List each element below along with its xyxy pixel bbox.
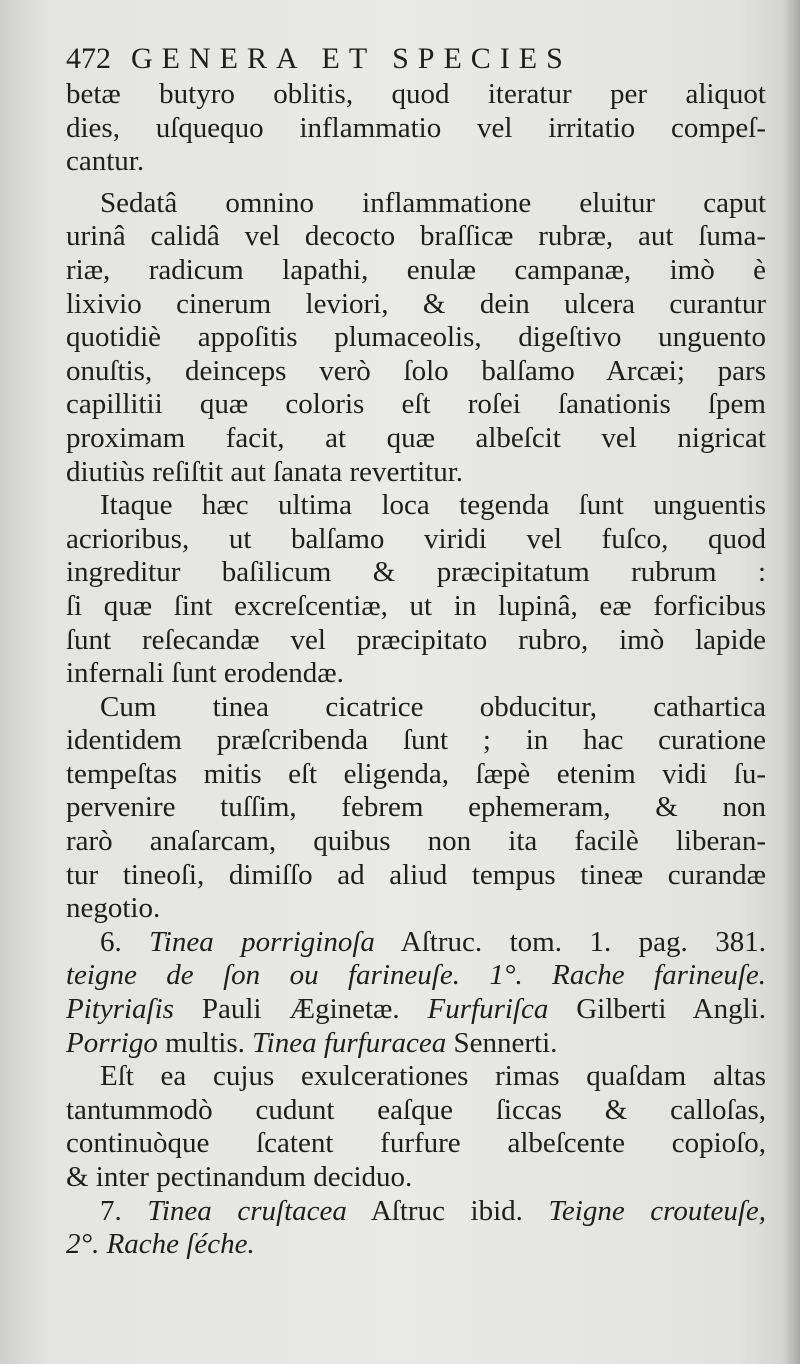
- entry-6-heading: [66, 926, 766, 960]
- text-line: dies, uſquequo inflammatio vel irritatio compeſ-: [66, 111, 766, 144]
- page-text: [66, 42, 766, 1262]
- text-line: tempeſtas mitis eſt eligenda, ſæpè etenim vidi ſu-: [66, 757, 766, 790]
- text-line: negotio.: [66, 892, 161, 925]
- page-header: [66, 42, 766, 76]
- text-line: & inter pectinandum deciduo.: [66, 1161, 413, 1193]
- paragraph-start: Itaque hæc ultima loca tegenda ſunt unguentis: [100, 489, 766, 522]
- entry-7-number: 7.: [100, 1194, 122, 1227]
- text-line: continuòque ſcatent furfure albeſcente copioſo,: [66, 1127, 766, 1160]
- entry-6-number: 6.: [100, 925, 122, 958]
- text-line: acrioribus, ut balſamo viridi vel fuſco, quod: [66, 522, 766, 555]
- entry-6-french-names: teigne de ſon ou farineuſe. 1°. Rache farineuſe.: [66, 959, 766, 992]
- text-line: infernali ſunt erodendæ.: [66, 657, 344, 690]
- text-line: tur tineoſi, dimiſſo ad aliud tempus tineæ curandæ: [66, 858, 766, 891]
- text-line: pervenire tuſſim, febrem ephemeram, & non: [66, 791, 766, 824]
- paragraph-start: Sedatâ omnino inflammatione eluitur caput: [100, 186, 766, 219]
- entry-6-synonyms-cont: Porrigo multis. Tinea furfuracea Sennerti.: [66, 1026, 558, 1059]
- entry-6-name: Tinea porriginoſa: [149, 925, 375, 958]
- entry-7-french-name: Teigne crouteuſe,: [548, 1194, 766, 1227]
- text-line: identidem præſcribenda ſunt ; in hac curatione: [66, 724, 766, 757]
- text-line: capillitii quæ coloris eſt roſei ſanationis ſpem: [66, 388, 766, 421]
- running-head: GENERA ET SPECIES: [131, 42, 572, 75]
- entry-7-heading: [66, 1195, 766, 1229]
- text-line: betæ butyro oblitis, quod iteratur per aliquot: [66, 78, 766, 110]
- page-edge-shadow: [782, 0, 800, 1364]
- text-line: riæ, radicum lapathi, enulæ campanæ, imò è: [66, 253, 766, 286]
- text-line: urinâ calidâ vel decocto braſſicæ rubræ, aut ſuma-: [66, 220, 766, 253]
- text-line: ſi quæ ſint excreſcentiæ, ut in lupinâ, eæ forficibus: [66, 589, 766, 622]
- page-number: 472: [66, 42, 111, 75]
- entry-7-name: Tinea cruſtacea: [147, 1194, 347, 1227]
- entry-7-reference: Aſtruc ibid.: [370, 1194, 523, 1227]
- text-line: onuſtis, deinceps verò ſolo balſamo Arcæi; pars: [66, 354, 766, 387]
- entry-6-reference: Aſtruc. tom. 1. pag. 381.: [400, 925, 767, 958]
- paragraph-start: Cum tinea cicatrice obducitur, cathartica: [100, 690, 766, 723]
- text-line: proximam facit, at quæ albeſcit vel nigricat: [66, 421, 766, 454]
- text-line: tantummodò cudunt eaſque ſiccas & calloſas,: [66, 1093, 766, 1126]
- text-line: lixivio cinerum leviori, & dein ulcera curantur: [66, 287, 766, 320]
- text-line: diutiùs reſiſtit aut ſanata revertitur.: [66, 455, 464, 488]
- entry-6-synonyms: Pityriaſis Pauli Æginetæ. Furfuriſca Gilberti Angli.: [66, 993, 766, 1026]
- text-line: rarò anaſarcam, quibus non ita facilè liberan-: [66, 825, 766, 858]
- text-line: cantur.: [66, 145, 145, 178]
- text-line: ingreditur baſilicum & præcipitatum rubrum :: [66, 556, 766, 589]
- paragraph-start: Eſt ea cujus exulcerationes rimas quaſdam altas: [100, 1060, 766, 1093]
- text-line: ſunt reſecandæ vel præcipitato rubro, imò lapide: [66, 623, 766, 656]
- entry-7-french-name-2: 2°. Rache ſéche.: [66, 1228, 255, 1261]
- text-line: quotidiè appoſitis plumaceolis, digeſtivo unguento: [66, 321, 766, 354]
